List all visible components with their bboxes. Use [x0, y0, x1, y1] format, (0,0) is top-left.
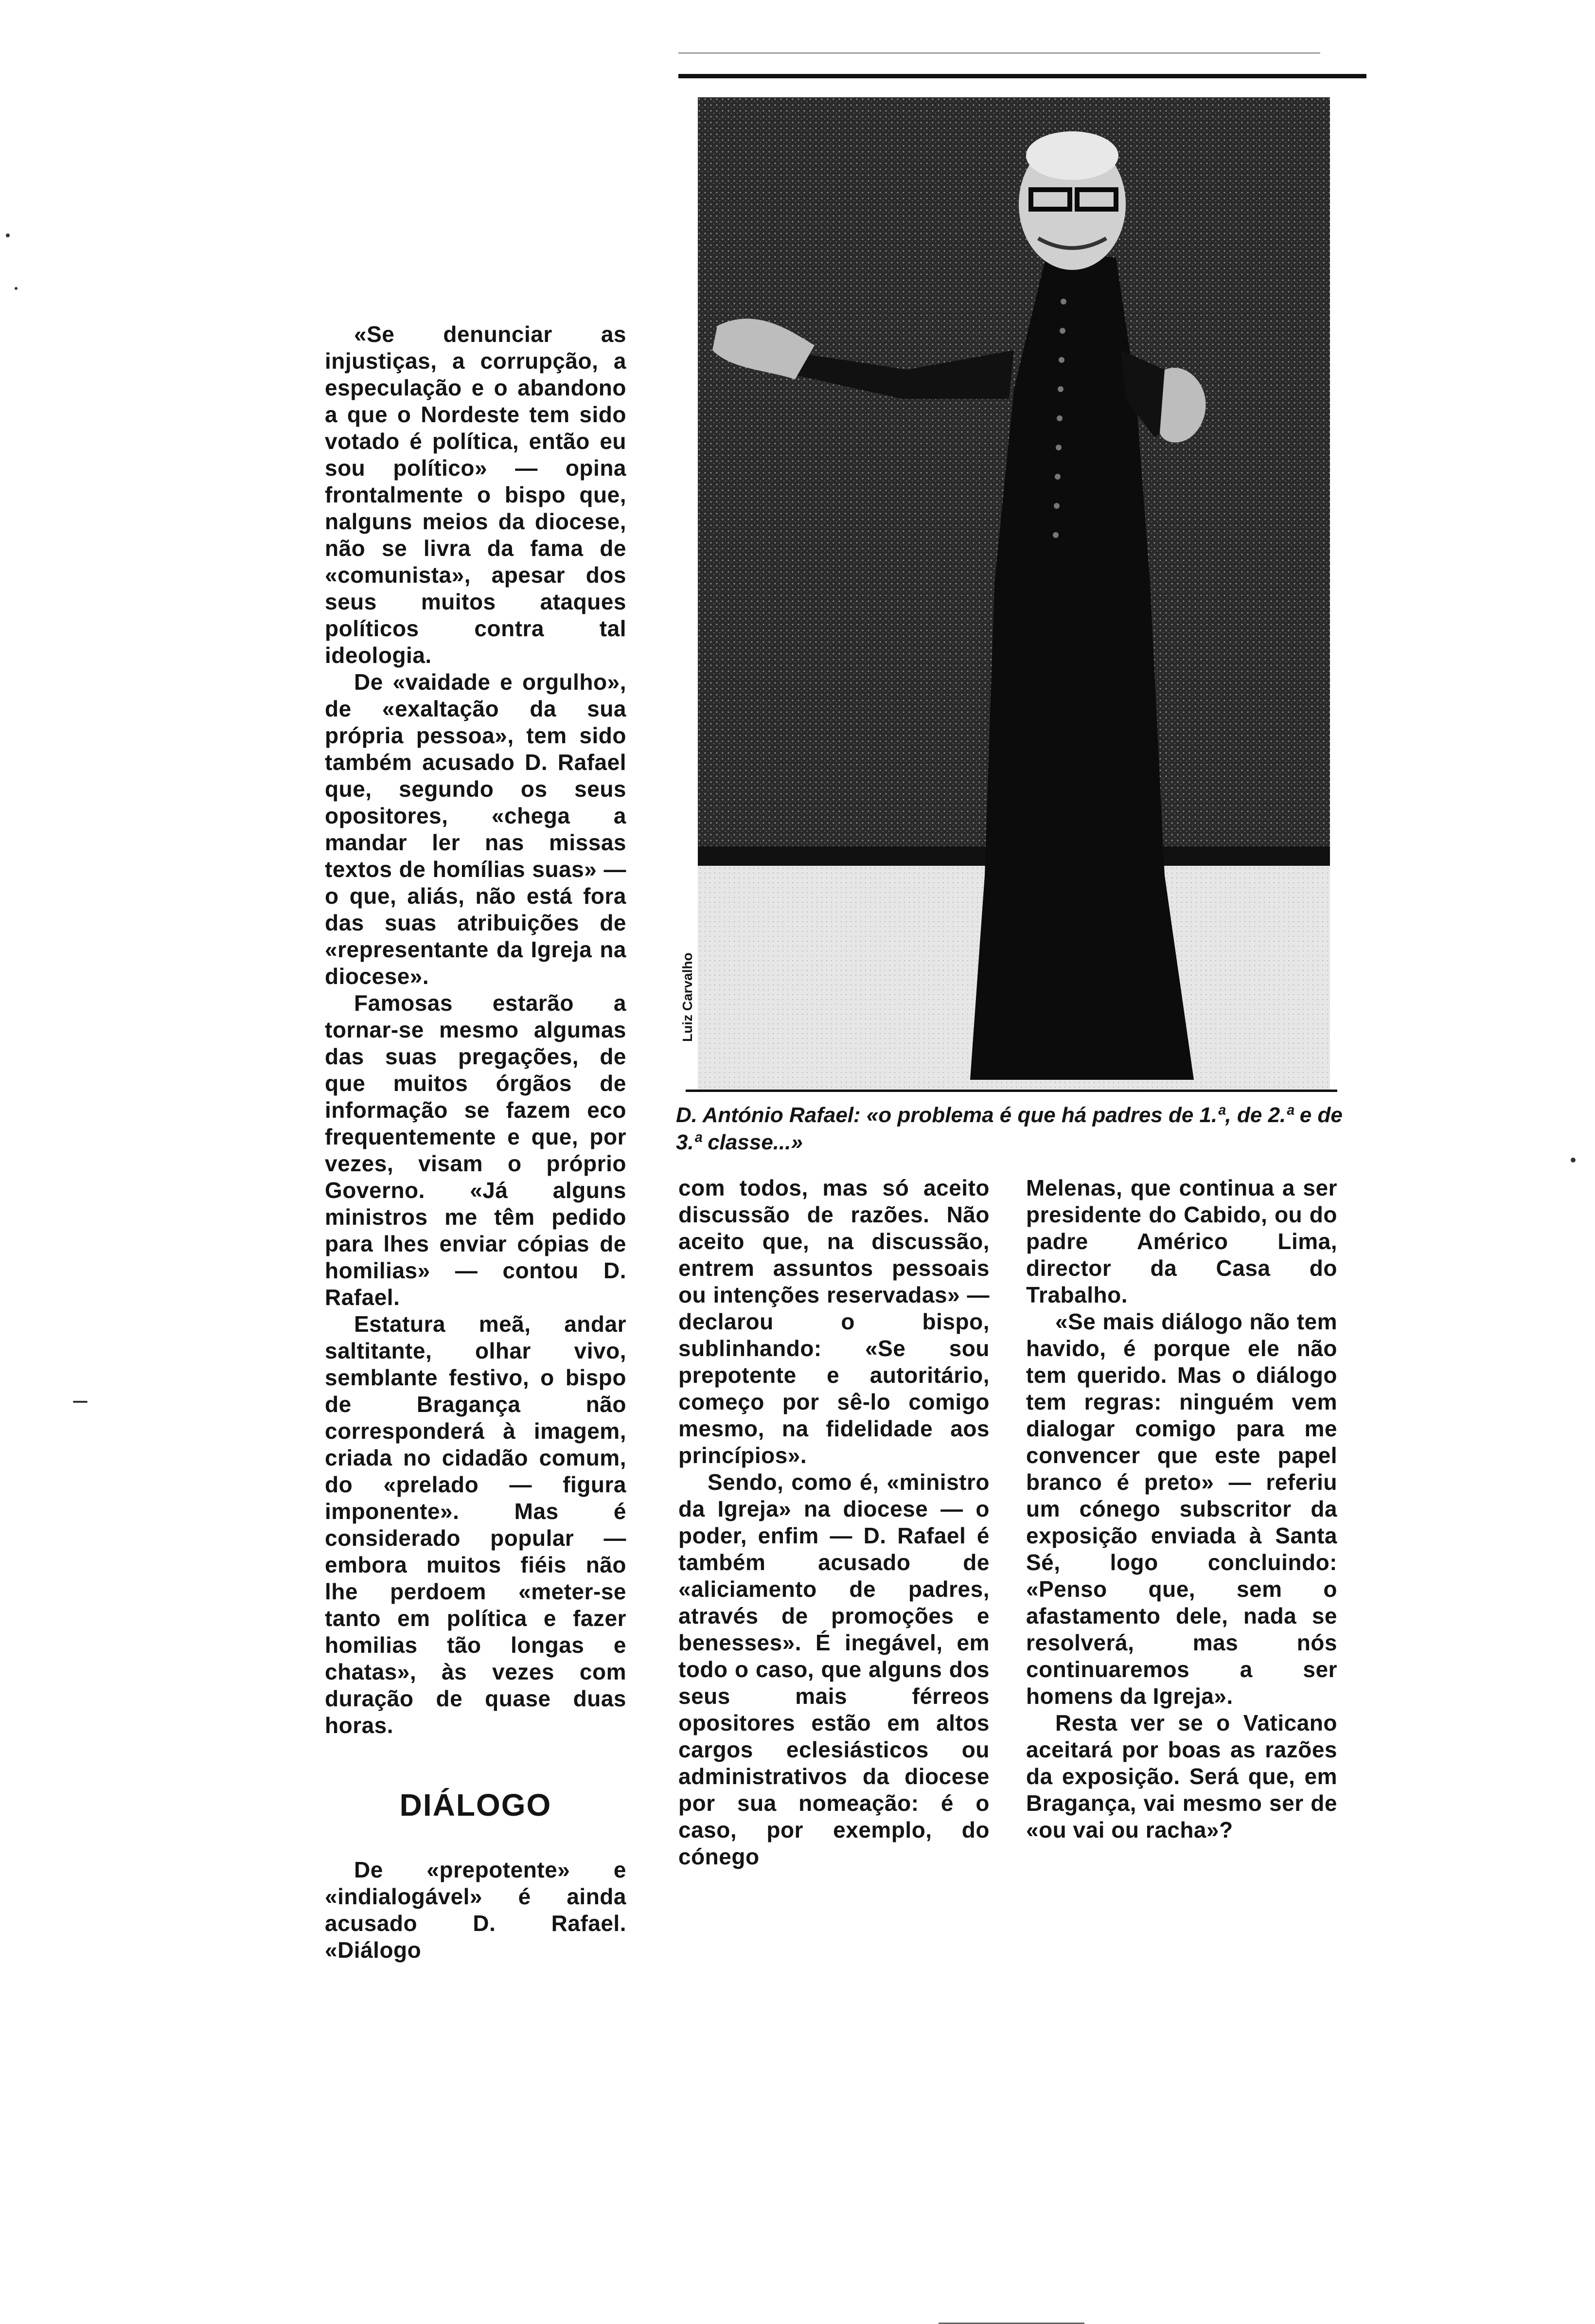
photo-credit: Luiz Carvalho [680, 952, 695, 1042]
bishop-photo [698, 97, 1330, 1090]
left-paragraph-4: Estatura meã, andar saltitante, olhar vivo, semblante festivo, o bispo de Bragança não corresponderá à imagem, criada no cidadão comum, do «prelado — figura imponente». Mas é considerado popular — embora muitos fiéis não lhe perdoem «meter-se tanto em política e fazer homilias tão longas e chatas», às vezes com duração de quase duas horas. [325, 1311, 626, 1738]
scan-speck [73, 1401, 88, 1403]
left-paragraph-3: Famosas estarão a tornar-se mesmo algumas das suas pregações, de que muitos órgãos de informação se fazem eco frequentemente e que, por vezes, visam o próprio Governo. «Já alguns ministros me têm pedido para lhes enviar cópias de homilias» — contou D. Rafael. [325, 990, 626, 1310]
left-column [325, 321, 626, 1964]
photo-bottom-rule [686, 1090, 1337, 1092]
middle-paragraph-2: Sendo, como é, «ministro da Igreja» na diocese — o poder, enfim — D. Rafael é também acusado de «aliciamento de padres, através de promoções e benesses». É inegável, em todo o caso, que alguns dos seus mais férreos opositores estão em altos cargos eclesiásticos ou administrativos da diocese por sua nomeação: é o caso, por exemplo, do cónego [678, 1469, 990, 1869]
section-heading: DIÁLOGO [399, 1788, 552, 1823]
scan-edge-line [678, 53, 1320, 54]
scan-speck [15, 287, 18, 290]
right-paragraph-2: «Se mais diálogo não tem havido, é porque ele não tem querido. Mas o diálogo tem regras: ninguém vem dialogar comigo para me convencer que este papel branco é preto» — referiu um cónego subscritor da exposição enviada à Santa Sé, logo concluindo: «Penso que, sem o afastamento dele, nada se resolverá, mas nós continuaremos a ser homens da Igreja». [1026, 1309, 1337, 1709]
left-paragraph-5: De «prepotente» e «indialogável» é ainda acusado D. Rafael. «Diálogo [325, 1857, 626, 1963]
right-paragraph-3: Resta ver se o Vaticano aceitará por boas as razões da exposição. Será que, em Bragança, vai mesmo ser de «ou vai ou racha»? [1026, 1710, 1337, 1842]
photo-caption: D. António Rafael: «o problema é que há padres de 1.ª, de 2.ª e de 3.ª classe...» [676, 1103, 1343, 1154]
scan-speck [6, 233, 10, 237]
left-paragraph-2: De «vaidade e orgulho», de «exaltação da sua própria pessoa», tem sido também acusado D. Rafael que, segundo os seus opositores, «chega a mandar ler nas missas textos de homílias suas» — o que, aliás, não está fora das suas atribuições de «representante da Igreja na diocese». [325, 669, 626, 989]
right-paragraph-1: Melenas, que continua a ser presidente do Cabido, ou do padre Américo Lima, director da Casa do Trabalho. [1026, 1175, 1337, 1307]
left-paragraph-1: «Se denunciar as injustiças, a corrupção, a especulação e o abandono a que o Nordeste tem sido votado é política, então eu sou político» — opina frontalmente o bispo que, nalguns meios da diocese, não se livra da fama de «comunista», apesar dos seus muitos ataques políticos contra tal ideologia. [325, 322, 626, 668]
top-rule [678, 74, 1366, 78]
middle-paragraph-1: com todos, mas só aceito discussão de razões. Não aceito que, na discussão, entrem assuntos pessoais ou intenções reservadas» — declarou o bispo, sublinhando: «Se sou prepotente e autoritário, começo por sê-lo comigo mesmo, na fidelidade aos princípios». [678, 1175, 990, 1468]
scan-speck [1571, 1158, 1576, 1162]
middle-column [678, 1175, 990, 1870]
right-column [1026, 1175, 1337, 1843]
